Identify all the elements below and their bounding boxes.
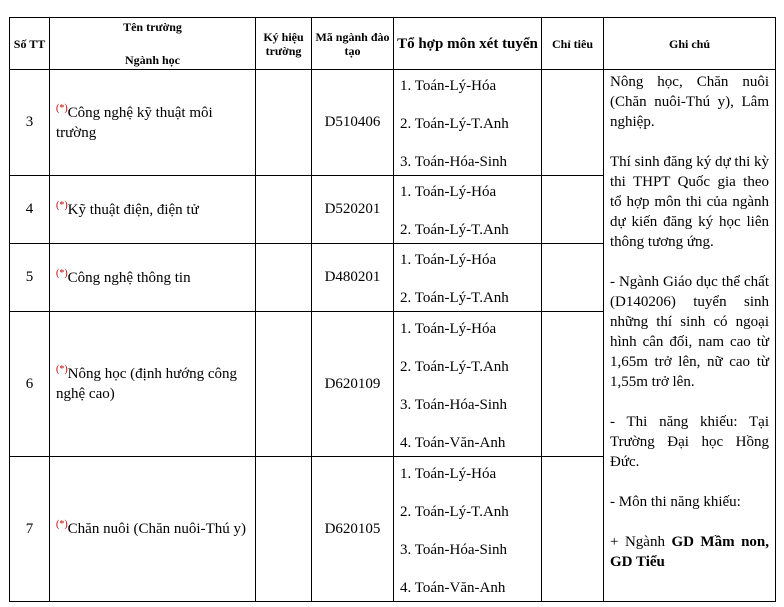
star-mark: (*) — [56, 519, 68, 530]
row-code: D510406 — [312, 70, 394, 176]
note-paragraph — [610, 532, 769, 572]
header-stt: Số TT — [10, 18, 50, 70]
row-major-name — [50, 176, 256, 244]
combo-item: 2. Toán-Lý-T.Anh — [400, 358, 509, 375]
table-row — [10, 70, 776, 176]
note-paragraph: - Ngành Giáo dục thể chất (D140206) tuyển sinh những thí sinh có ngoại hình cân đối, nam cao từ 1,65m trở lên, nữ cao từ 1,55m trở lên. — [610, 274, 769, 390]
star-mark: (*) — [56, 102, 68, 114]
combo-item: 3. Toán-Hóa-Sinh — [400, 154, 507, 170]
star-mark: (*) — [56, 267, 68, 279]
combo-item: 3. Toán-Hóa-Sinh — [400, 541, 507, 558]
note-prefix: + Ngành — [610, 534, 672, 550]
row-quota — [542, 312, 604, 457]
combo-item: 2. Toán-Lý-T.Anh — [400, 116, 509, 132]
note-paragraph: Nông học, Chăn nuôi (Chăn nuôi-Thú y), Lâm nghiệp. — [610, 74, 769, 130]
major-name: Nông học (định hướng công nghệ cao) — [56, 366, 238, 402]
row-quota — [542, 457, 604, 602]
header-major: Ngành học — [124, 53, 180, 67]
row-stt: 4 — [10, 176, 50, 244]
row-major-name — [50, 244, 256, 312]
row-combos — [394, 70, 542, 176]
major-name: Chăn nuôi (Chăn nuôi-Thú y) — [67, 521, 246, 537]
combo-item: 3. Toán-Hóa-Sinh — [400, 396, 507, 413]
note-bold: GD Mầm non, GD Tiểu — [610, 534, 770, 570]
header-note: Ghi chú — [604, 18, 776, 70]
row-symbol — [256, 244, 312, 312]
combo-item: 4. Toán-Văn-Anh — [400, 434, 506, 451]
header-combo: Tổ hợp môn xét tuyển — [394, 18, 542, 70]
header-code: Mã ngành đào tạo — [312, 18, 394, 70]
combo-item: 1. Toán-Lý-Hóa — [400, 320, 497, 337]
combo-item: 1. Toán-Lý-Hóa — [400, 184, 497, 200]
row-major-name — [50, 457, 256, 602]
major-name: Công nghệ kỹ thuật môi trường — [56, 104, 213, 141]
row-symbol — [256, 176, 312, 244]
row-combos — [394, 176, 542, 244]
row-quota — [542, 244, 604, 312]
row-code: D520201 — [312, 176, 394, 244]
star-mark: (*) — [56, 199, 68, 211]
admission-table — [9, 17, 776, 602]
note-paragraph: - Môn thi năng khiếu: — [610, 494, 741, 510]
note-paragraph: Thí sinh đăng ký dự thi kỳ thi THPT Quốc gia theo tổ hợp môn thi của ngành dự kiến đăng ký học liên thông tương ứng. — [610, 154, 769, 250]
note-paragraph: - Thi năng khiếu: Tại Trường Đại học Hồng Đức. — [610, 414, 769, 470]
row-combos — [394, 244, 542, 312]
row-symbol — [256, 70, 312, 176]
header-quota: Chỉ tiêu — [542, 18, 604, 70]
row-code: D620105 — [312, 457, 394, 602]
combo-item: 4. Toán-Văn-Anh — [400, 579, 506, 596]
combo-item: 2. Toán-Lý-T.Anh — [400, 503, 509, 520]
row-quota — [542, 70, 604, 176]
combo-item: 1. Toán-Lý-Hóa — [400, 78, 497, 94]
row-major-name — [50, 312, 256, 457]
header-school: Tên trường — [123, 20, 182, 34]
combo-item: 2. Toán-Lý-T.Anh — [400, 290, 509, 306]
major-name: Kỹ thuật điện, điện tử — [67, 201, 199, 218]
row-code: D480201 — [312, 244, 394, 312]
row-stt: 7 — [10, 457, 50, 602]
header-symbol: Ký hiệu trường — [256, 18, 312, 70]
row-major-name — [50, 70, 256, 176]
combo-item: 1. Toán-Lý-Hóa — [400, 465, 497, 482]
row-symbol — [256, 457, 312, 602]
row-symbol — [256, 312, 312, 457]
note-cell — [604, 70, 776, 602]
header-row — [10, 18, 776, 70]
row-combos — [394, 312, 542, 457]
star-mark: (*) — [56, 364, 68, 375]
header-school-major — [50, 18, 256, 70]
row-stt: 5 — [10, 244, 50, 312]
row-code: D620109 — [312, 312, 394, 457]
major-name: Công nghệ thông tin — [67, 269, 191, 286]
combo-item: 2. Toán-Lý-T.Anh — [400, 222, 509, 238]
row-quota — [542, 176, 604, 244]
row-combos — [394, 457, 542, 602]
combo-item: 1. Toán-Lý-Hóa — [400, 252, 497, 268]
row-stt: 3 — [10, 70, 50, 176]
row-stt: 6 — [10, 312, 50, 457]
